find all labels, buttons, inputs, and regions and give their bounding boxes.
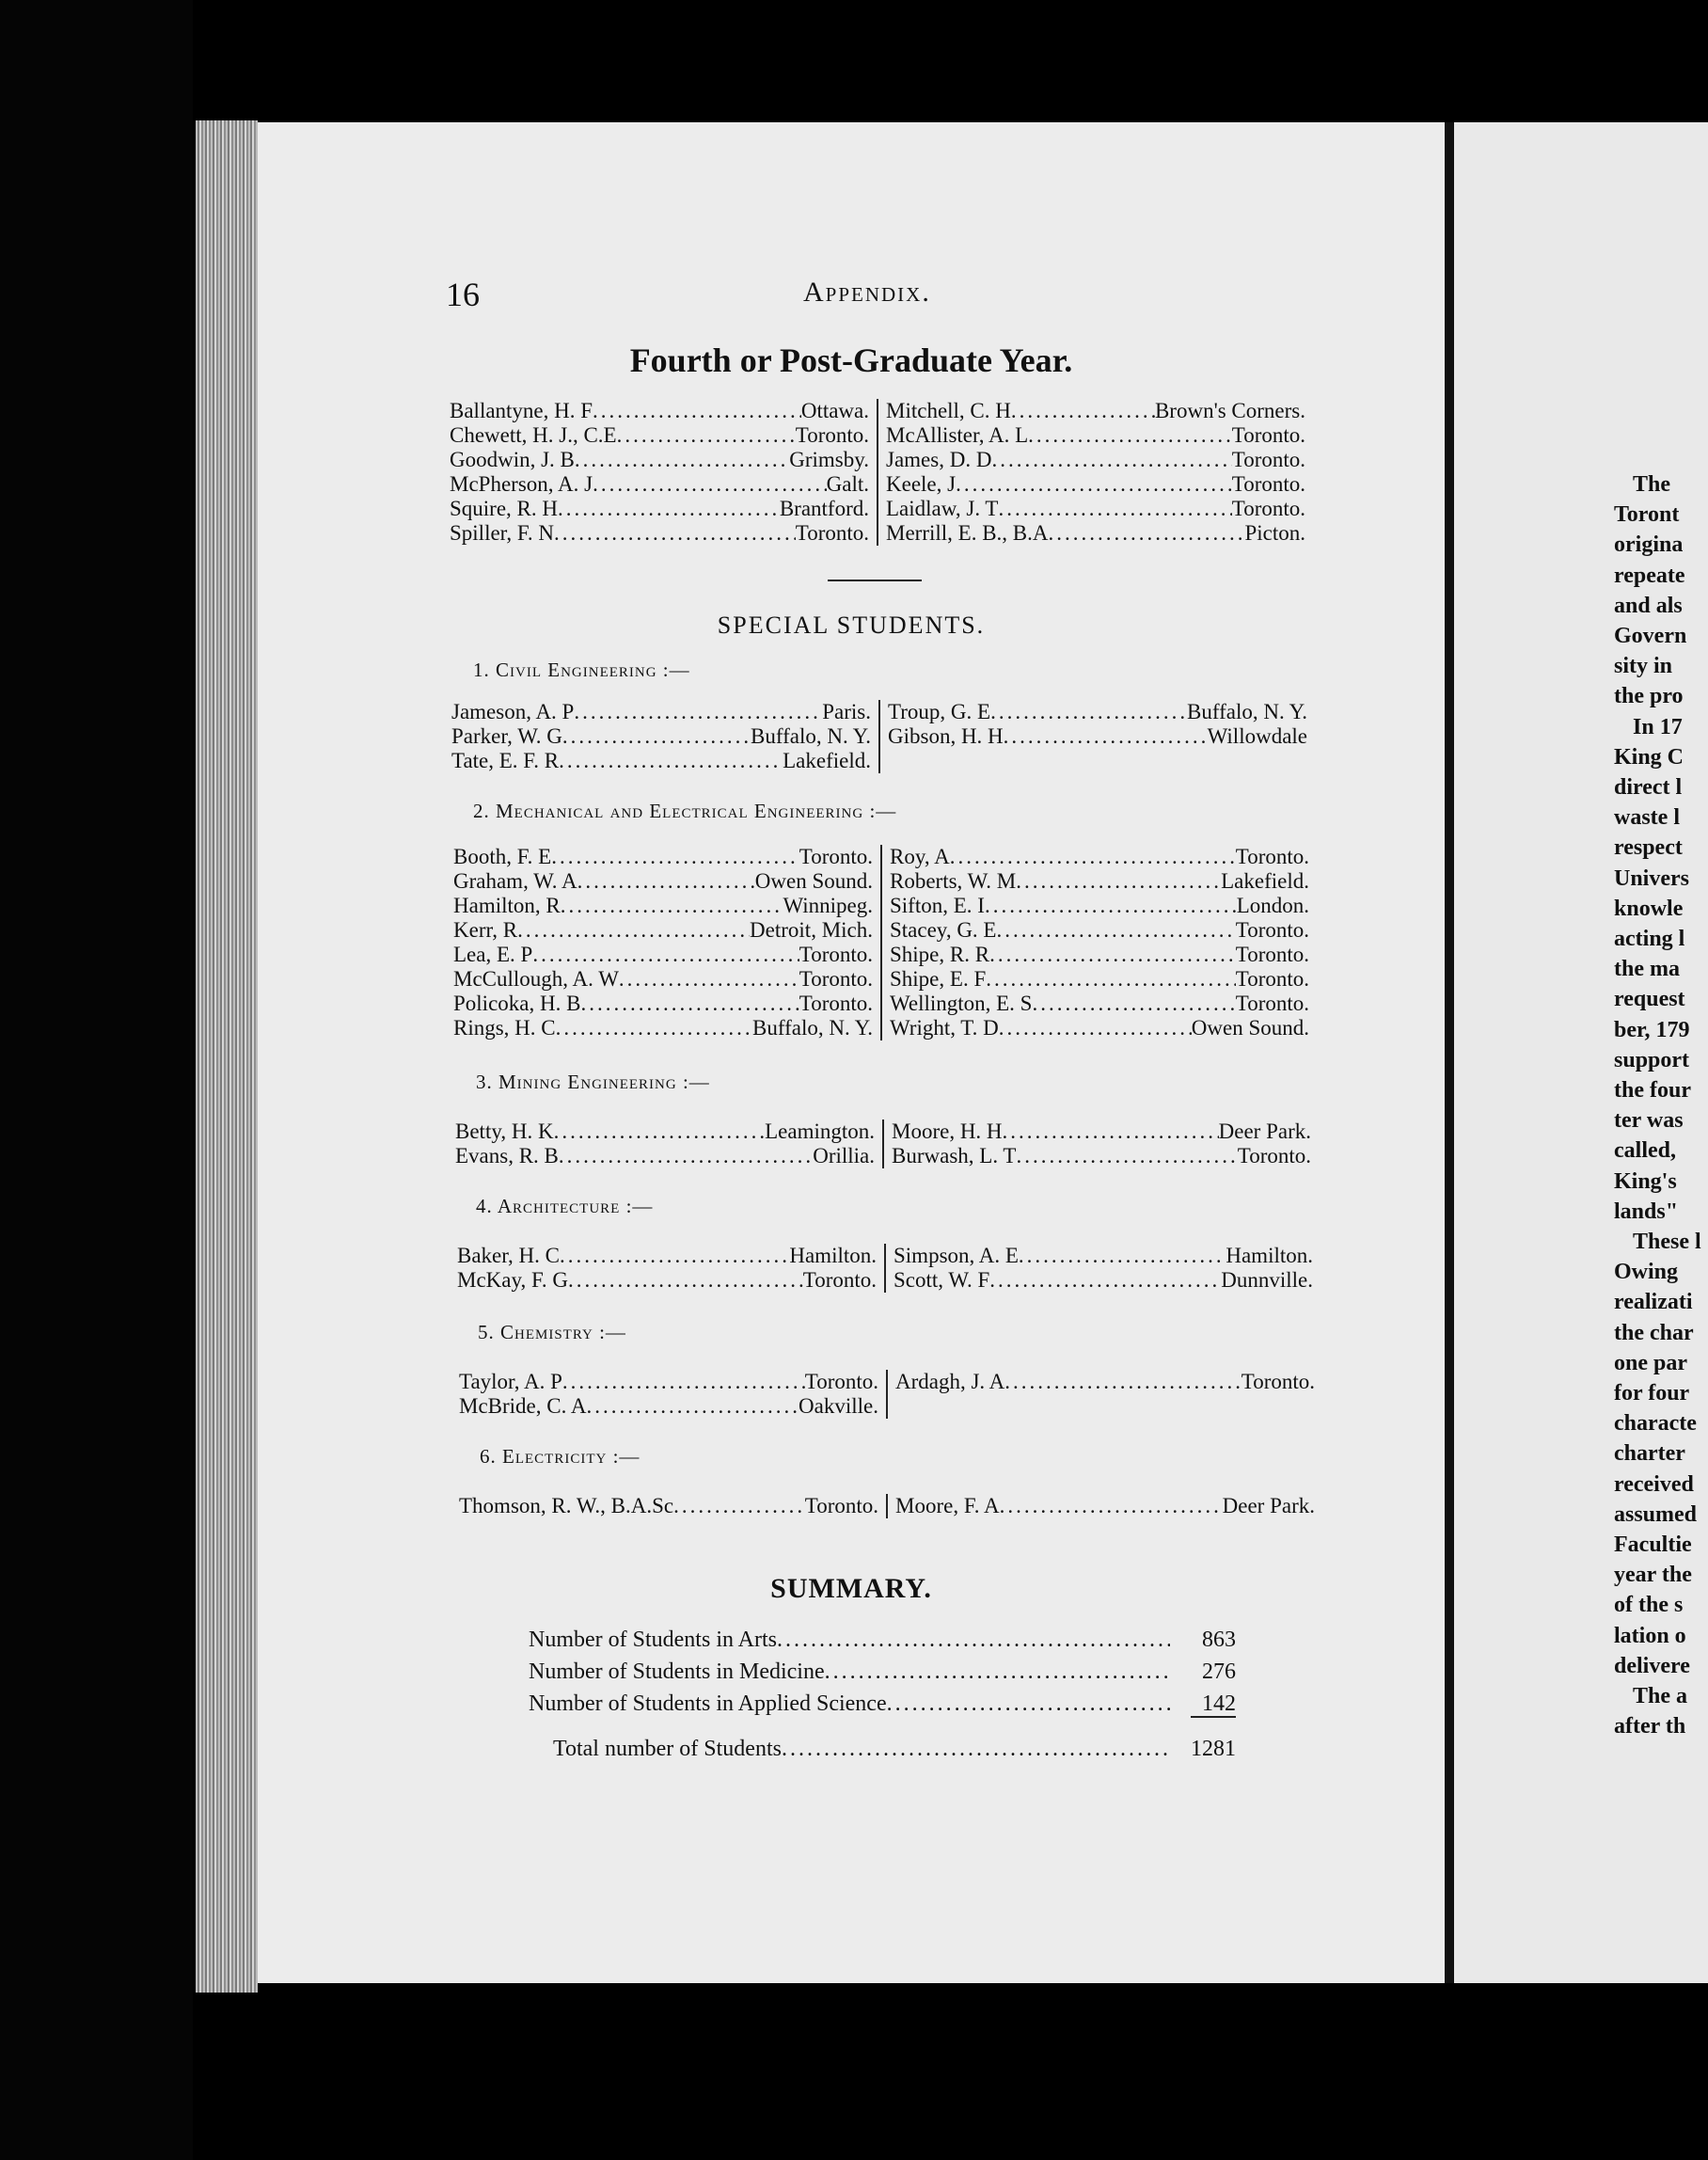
student-residence: Toronto. bbox=[802, 1268, 877, 1292]
facing-page-line: the ma bbox=[1614, 957, 1680, 982]
facing-page-line: King's bbox=[1614, 1168, 1677, 1194]
facing-page-line: support bbox=[1614, 1047, 1690, 1072]
facing-page-line: acting l bbox=[1614, 927, 1685, 951]
dot-leader bbox=[825, 1660, 1170, 1685]
dot-leader bbox=[577, 869, 755, 894]
dot-leader bbox=[991, 448, 1231, 472]
student-name: Scott, W. F bbox=[894, 1268, 990, 1292]
dot-leader bbox=[1016, 869, 1221, 894]
list-item bbox=[890, 894, 1309, 918]
student-name: Taylor, A. P bbox=[459, 1370, 562, 1393]
dot-leader bbox=[1028, 423, 1232, 448]
list-item bbox=[886, 472, 1305, 497]
facing-page-line: one par bbox=[1614, 1350, 1687, 1375]
column-divider bbox=[886, 1494, 888, 1518]
facing-page-line: and als bbox=[1614, 593, 1683, 618]
list-item bbox=[459, 1394, 878, 1419]
chemistry-right-column bbox=[895, 1370, 1315, 1394]
list-item bbox=[886, 497, 1305, 521]
dot-leader bbox=[999, 1016, 1192, 1040]
student-name: Rings, H. C bbox=[453, 1016, 556, 1040]
dot-leader bbox=[1011, 399, 1155, 423]
fourth-year-left-column bbox=[450, 399, 869, 546]
dot-leader bbox=[554, 521, 796, 546]
student-name: McBride, C. A bbox=[459, 1394, 587, 1418]
facing-page-line: lation o bbox=[1614, 1623, 1686, 1648]
student-residence: Toronto. bbox=[1231, 423, 1305, 447]
summary-value: 863 bbox=[1202, 1628, 1236, 1652]
list-item bbox=[450, 399, 869, 423]
dot-leader bbox=[574, 700, 822, 724]
summary-row bbox=[529, 1628, 1236, 1653]
list-item bbox=[892, 1120, 1311, 1144]
running-header: Appendix. bbox=[803, 277, 931, 308]
list-item bbox=[455, 1144, 875, 1168]
dot-leader bbox=[593, 399, 801, 423]
facing-page-line: These l bbox=[1633, 1230, 1701, 1254]
facing-page-line: respect bbox=[1614, 835, 1683, 861]
student-residence: Toronto. bbox=[1235, 845, 1309, 868]
student-name: Ballantyne, H. F bbox=[450, 399, 593, 422]
student-residence: Toronto. bbox=[799, 967, 873, 991]
facing-page-line: King C bbox=[1614, 744, 1684, 770]
student-name: McPherson, A. J bbox=[450, 472, 593, 496]
student-name: Hamilton, R bbox=[453, 894, 561, 917]
list-item bbox=[453, 869, 873, 894]
dot-leader bbox=[950, 845, 1236, 869]
list-item bbox=[451, 724, 871, 749]
facing-page-line: Univers bbox=[1614, 866, 1689, 891]
student-residence: Toronto. bbox=[795, 423, 869, 447]
student-name: McCullough, A. W bbox=[453, 967, 619, 991]
student-residence: London. bbox=[1236, 894, 1309, 917]
list-item bbox=[453, 845, 873, 869]
list-item bbox=[453, 992, 873, 1016]
list-item bbox=[890, 869, 1309, 894]
dot-leader bbox=[562, 1370, 805, 1394]
dot-leader bbox=[593, 472, 827, 497]
student-residence: Lakefield. bbox=[783, 749, 871, 772]
list-item bbox=[450, 423, 869, 448]
column-divider bbox=[877, 399, 878, 546]
summary-row bbox=[529, 1691, 1236, 1717]
student-name: Burwash, L. T bbox=[892, 1144, 1017, 1167]
student-residence: Toronto. bbox=[1231, 472, 1305, 496]
facing-page-line: sity in bbox=[1614, 654, 1673, 679]
student-name: Gibson, H. H bbox=[888, 724, 1004, 748]
dot-leader bbox=[1019, 1244, 1226, 1268]
student-residence: Toronto. bbox=[799, 943, 873, 966]
student-residence: Buffalo, N. Y. bbox=[751, 724, 871, 748]
student-name: Laidlaw, J. T bbox=[886, 497, 999, 520]
dot-leader bbox=[562, 724, 751, 749]
list-item bbox=[453, 1016, 873, 1040]
facing-page-line: after th bbox=[1614, 1714, 1686, 1739]
student-name: McKay, F. G bbox=[457, 1268, 569, 1292]
student-residence: Willowdale bbox=[1207, 724, 1307, 748]
architecture-right-column bbox=[894, 1244, 1313, 1293]
summary-value: 142 bbox=[1202, 1691, 1236, 1716]
dot-leader bbox=[560, 1244, 789, 1268]
list-item bbox=[890, 992, 1309, 1016]
architecture-list bbox=[457, 1244, 1569, 1294]
student-residence: Grimsby. bbox=[789, 448, 869, 471]
student-residence: Hamilton. bbox=[789, 1244, 877, 1267]
student-name: Shipe, E. F bbox=[890, 967, 987, 991]
student-name: Betty, H. K bbox=[455, 1120, 554, 1143]
dot-leader bbox=[559, 1144, 813, 1168]
facing-page-line: Facultie bbox=[1614, 1533, 1692, 1557]
list-item bbox=[892, 1144, 1311, 1168]
list-item bbox=[890, 918, 1309, 943]
student-name: Stacey, G. E bbox=[890, 918, 997, 942]
dot-leader bbox=[782, 1737, 1170, 1762]
student-name: Parker, W. G bbox=[451, 724, 562, 748]
appendix-page bbox=[258, 122, 1445, 1983]
facing-page-line: knowle bbox=[1614, 896, 1684, 921]
list-item bbox=[886, 448, 1305, 472]
student-residence: Oakville. bbox=[799, 1394, 878, 1418]
student-residence: Toronto. bbox=[1241, 1370, 1315, 1393]
student-name: Tate, E. F. R bbox=[451, 749, 560, 772]
student-residence: Hamilton. bbox=[1226, 1244, 1313, 1267]
dot-leader bbox=[1000, 1494, 1223, 1518]
list-item bbox=[890, 943, 1309, 967]
dot-leader bbox=[559, 749, 783, 773]
mechanical-right-column bbox=[890, 845, 1309, 1040]
facing-page-line: Toront bbox=[1614, 502, 1680, 528]
facing-page-line: waste l bbox=[1614, 805, 1680, 831]
chemistry-left-column bbox=[459, 1370, 878, 1419]
column-divider bbox=[882, 1120, 884, 1168]
facing-page-line: direct l bbox=[1614, 775, 1683, 800]
student-name: Moore, F. A bbox=[895, 1494, 1000, 1517]
column-divider bbox=[878, 700, 880, 773]
facing-page-line: repeate bbox=[1614, 563, 1685, 588]
dot-leader bbox=[551, 845, 799, 869]
facing-page-line: the pro bbox=[1614, 684, 1684, 709]
facing-page-line: delivere bbox=[1614, 1653, 1690, 1678]
student-name: James, D. D bbox=[886, 448, 992, 471]
heading-chemistry: 5. Chemistry :— bbox=[478, 1321, 626, 1343]
facing-page-line: assumed bbox=[1614, 1501, 1698, 1527]
chemistry-list bbox=[459, 1370, 1571, 1421]
student-residence: Deer Park. bbox=[1222, 1494, 1315, 1517]
dot-leader bbox=[989, 1268, 1221, 1293]
dot-leader bbox=[1032, 992, 1235, 1016]
facing-page-line: In 17 bbox=[1633, 714, 1683, 739]
facing-page-line: the four bbox=[1614, 1078, 1691, 1103]
student-name: Mitchell, C. H bbox=[886, 399, 1011, 422]
dot-leader bbox=[1016, 1144, 1237, 1168]
dot-leader bbox=[575, 448, 789, 472]
civil-right-column bbox=[888, 700, 1307, 749]
student-name: Graham, W. A bbox=[453, 869, 577, 893]
student-residence: Dunnville. bbox=[1221, 1268, 1313, 1292]
facing-page-line: called, bbox=[1614, 1138, 1676, 1164]
mining-right-column bbox=[892, 1120, 1311, 1168]
list-item bbox=[453, 894, 873, 918]
facing-page-fragment bbox=[1454, 122, 1708, 1983]
heading-mechanical-electrical: 2. Mechanical and Electrical Engineering :— bbox=[473, 800, 897, 822]
student-residence: Deer Park. bbox=[1218, 1120, 1311, 1143]
student-name: Sifton, E. I bbox=[890, 894, 985, 917]
student-residence: Toronto. bbox=[1235, 943, 1309, 966]
list-item bbox=[890, 845, 1309, 869]
list-item bbox=[451, 749, 871, 773]
list-item bbox=[453, 967, 873, 992]
list-item bbox=[453, 943, 873, 967]
student-name: Wellington, E. S bbox=[890, 992, 1033, 1015]
student-residence: Toronto. bbox=[1235, 967, 1309, 991]
summary-total-rule bbox=[1191, 1716, 1236, 1718]
heading-civil-engineering: 1. Civil Engineering :— bbox=[473, 659, 690, 681]
fourth-year-right-column bbox=[886, 399, 1305, 546]
dot-leader bbox=[986, 967, 1236, 992]
fourth-year-list bbox=[450, 399, 1561, 551]
student-residence: Toronto. bbox=[1235, 918, 1309, 942]
student-name: Goodwin, J. B bbox=[450, 448, 575, 471]
student-residence: Toronto. bbox=[799, 992, 873, 1015]
dot-leader bbox=[586, 1394, 799, 1419]
dot-leader bbox=[1049, 521, 1245, 546]
student-name: Thomson, R. W., B.A.Sc bbox=[459, 1494, 674, 1517]
facing-page-line: origina bbox=[1614, 532, 1684, 558]
column-divider bbox=[886, 1370, 888, 1419]
student-residence: Leamington. bbox=[765, 1120, 875, 1143]
facing-page-line: lands" bbox=[1614, 1199, 1679, 1224]
list-item bbox=[895, 1494, 1315, 1518]
list-item bbox=[888, 724, 1307, 749]
dot-leader bbox=[619, 967, 799, 992]
list-item bbox=[890, 1016, 1309, 1040]
student-residence: Owen Sound. bbox=[1191, 1016, 1309, 1040]
student-name: Simpson, A. E bbox=[894, 1244, 1019, 1267]
list-item bbox=[457, 1268, 877, 1293]
student-name: Evans, R. B bbox=[455, 1144, 559, 1167]
architecture-left-column bbox=[457, 1244, 877, 1293]
student-residence: Toronto. bbox=[1231, 448, 1305, 471]
facing-page-line: The bbox=[1633, 472, 1671, 497]
summary-row bbox=[529, 1660, 1236, 1685]
facing-page-line: for four bbox=[1614, 1381, 1690, 1406]
dot-leader bbox=[580, 992, 799, 1016]
electricity-right-column bbox=[895, 1494, 1315, 1518]
student-name: Merrill, E. B., B.A bbox=[886, 521, 1049, 545]
student-residence: Buffalo, N. Y. bbox=[752, 1016, 873, 1040]
student-name: Lea, E. P bbox=[453, 943, 533, 966]
student-residence: Paris. bbox=[822, 700, 871, 723]
list-item bbox=[450, 448, 869, 472]
student-name: Policoka, H. B bbox=[453, 992, 581, 1015]
student-residence: Galt. bbox=[826, 472, 869, 496]
page-number: 16 bbox=[446, 276, 480, 313]
civil-engineering-list bbox=[451, 700, 1563, 775]
student-name: Spiller, F. N bbox=[450, 521, 554, 545]
mechanical-left-column bbox=[453, 845, 873, 1040]
student-name: Keele, J bbox=[886, 472, 957, 496]
summary-title: SUMMARY. bbox=[770, 1573, 932, 1604]
student-name: Roy, A bbox=[890, 845, 950, 868]
dot-leader bbox=[989, 943, 1236, 967]
summary-value: 276 bbox=[1202, 1660, 1236, 1684]
column-divider bbox=[884, 1244, 886, 1293]
dot-leader bbox=[556, 1016, 752, 1040]
student-name: Ardagh, J. A bbox=[895, 1370, 1005, 1393]
list-item bbox=[457, 1244, 877, 1268]
student-residence: Toronto. bbox=[1235, 992, 1309, 1015]
facing-page-line: Govern bbox=[1614, 624, 1687, 648]
dot-leader bbox=[1003, 1120, 1219, 1144]
list-item bbox=[886, 521, 1305, 546]
mining-engineering-list bbox=[455, 1120, 1567, 1170]
student-name: Kerr, R bbox=[453, 918, 518, 942]
list-item bbox=[459, 1370, 878, 1394]
dot-leader bbox=[887, 1691, 1170, 1717]
student-name: Baker, H. C bbox=[457, 1244, 560, 1267]
dot-leader bbox=[568, 1268, 803, 1293]
student-residence: Toronto. bbox=[1231, 497, 1305, 520]
student-name: Shipe, R. R bbox=[890, 943, 990, 966]
list-item bbox=[894, 1244, 1313, 1268]
electricity-left-column bbox=[459, 1494, 878, 1518]
electricity-list bbox=[459, 1494, 1571, 1522]
list-item bbox=[888, 700, 1307, 724]
heading-electricity: 6. Electricity :— bbox=[480, 1445, 640, 1468]
list-item bbox=[890, 967, 1309, 992]
summary-label: Number of Students in Arts bbox=[529, 1628, 777, 1652]
heading-mining-engineering: 3. Mining Engineering :— bbox=[476, 1071, 710, 1093]
dot-leader bbox=[561, 894, 783, 918]
list-item bbox=[459, 1494, 878, 1518]
student-name: Chewett, H. J., C.E bbox=[450, 423, 617, 447]
dot-leader bbox=[996, 918, 1235, 943]
list-item bbox=[450, 497, 869, 521]
student-residence: Buffalo, N. Y. bbox=[1187, 700, 1307, 723]
special-students-title: SPECIAL STUDENTS. bbox=[717, 611, 986, 639]
summary-total-row bbox=[553, 1737, 1236, 1762]
facing-page-line: of the s bbox=[1614, 1593, 1684, 1618]
student-name: Troup, G. E bbox=[888, 700, 991, 723]
dot-leader bbox=[990, 700, 1187, 724]
summary-total-value: 1281 bbox=[1191, 1737, 1236, 1761]
facing-page-line: charter bbox=[1614, 1441, 1685, 1467]
student-name: Roberts, W. M bbox=[890, 869, 1017, 893]
facing-page-line: characte bbox=[1614, 1411, 1697, 1437]
student-residence: Toronto. bbox=[799, 845, 873, 868]
dot-leader bbox=[532, 943, 799, 967]
student-residence: Detroit, Mich. bbox=[750, 918, 873, 942]
facing-page-line: The a bbox=[1633, 1684, 1688, 1708]
facing-page-line: Owing bbox=[1614, 1260, 1679, 1285]
student-name: Jameson, A. P bbox=[451, 700, 575, 723]
summary-label: Number of Students in Applied Science bbox=[529, 1691, 887, 1716]
heading-architecture: 4. Architecture :— bbox=[476, 1195, 654, 1217]
student-name: Moore, H. H bbox=[892, 1120, 1003, 1143]
student-name: Squire, R. H bbox=[450, 497, 558, 520]
mechanical-electrical-list bbox=[453, 845, 1565, 1042]
scan-background-left bbox=[0, 0, 193, 2160]
dot-leader bbox=[1004, 724, 1208, 749]
student-residence: Toronto. bbox=[1237, 1144, 1311, 1167]
student-residence: Orillia. bbox=[813, 1144, 875, 1167]
summary-total-label: Total number of Students bbox=[553, 1737, 782, 1761]
facing-page-line: request bbox=[1614, 987, 1685, 1012]
mining-left-column bbox=[455, 1120, 875, 1168]
facing-page-line: ter was bbox=[1614, 1108, 1684, 1134]
student-residence: Lakefield. bbox=[1221, 869, 1309, 893]
student-residence: Owen Sound. bbox=[754, 869, 873, 893]
dot-leader bbox=[1004, 1370, 1241, 1394]
section-rule bbox=[828, 580, 922, 581]
facing-page-line: realizati bbox=[1614, 1290, 1693, 1315]
dot-leader bbox=[777, 1628, 1170, 1653]
list-item bbox=[455, 1120, 875, 1144]
dot-leader bbox=[673, 1494, 805, 1518]
list-item bbox=[450, 521, 869, 546]
dot-leader bbox=[517, 918, 750, 943]
student-residence: Toronto. bbox=[804, 1370, 878, 1393]
facing-page-line: year the bbox=[1614, 1563, 1692, 1588]
list-item bbox=[450, 472, 869, 497]
student-residence: Picton. bbox=[1244, 521, 1305, 545]
dot-leader bbox=[985, 894, 1237, 918]
list-item bbox=[895, 1370, 1315, 1394]
facing-page-line: ber, 179 bbox=[1614, 1017, 1690, 1042]
student-residence: Winnipeg. bbox=[783, 894, 873, 917]
summary-label: Number of Students in Medicine bbox=[529, 1660, 825, 1684]
dot-leader bbox=[617, 423, 796, 448]
book-gutter bbox=[1445, 122, 1454, 1983]
student-name: McAllister, A. L bbox=[886, 423, 1029, 447]
list-item bbox=[886, 423, 1305, 448]
book-page-edges bbox=[196, 120, 258, 1993]
column-divider bbox=[880, 845, 882, 1040]
list-item bbox=[453, 918, 873, 943]
dot-leader bbox=[554, 1120, 766, 1144]
civil-left-column bbox=[451, 700, 871, 773]
dot-leader bbox=[998, 497, 1231, 521]
student-residence: Ottawa. bbox=[800, 399, 869, 422]
fourth-year-title: Fourth or Post-Graduate Year. bbox=[629, 341, 1073, 379]
student-name: Booth, F. E bbox=[453, 845, 552, 868]
list-item bbox=[451, 700, 871, 724]
list-item bbox=[886, 399, 1305, 423]
student-name: Wright, T. D bbox=[890, 1016, 999, 1040]
dot-leader bbox=[558, 497, 780, 521]
facing-page-line: received bbox=[1614, 1471, 1694, 1497]
student-residence: Brown's Corners. bbox=[1154, 399, 1305, 422]
student-residence: Toronto. bbox=[804, 1494, 878, 1517]
student-residence: Toronto. bbox=[795, 521, 869, 545]
dot-leader bbox=[956, 472, 1232, 497]
student-residence: Brantford. bbox=[779, 497, 869, 520]
list-item bbox=[894, 1268, 1313, 1293]
facing-page-line: the char bbox=[1614, 1320, 1694, 1345]
